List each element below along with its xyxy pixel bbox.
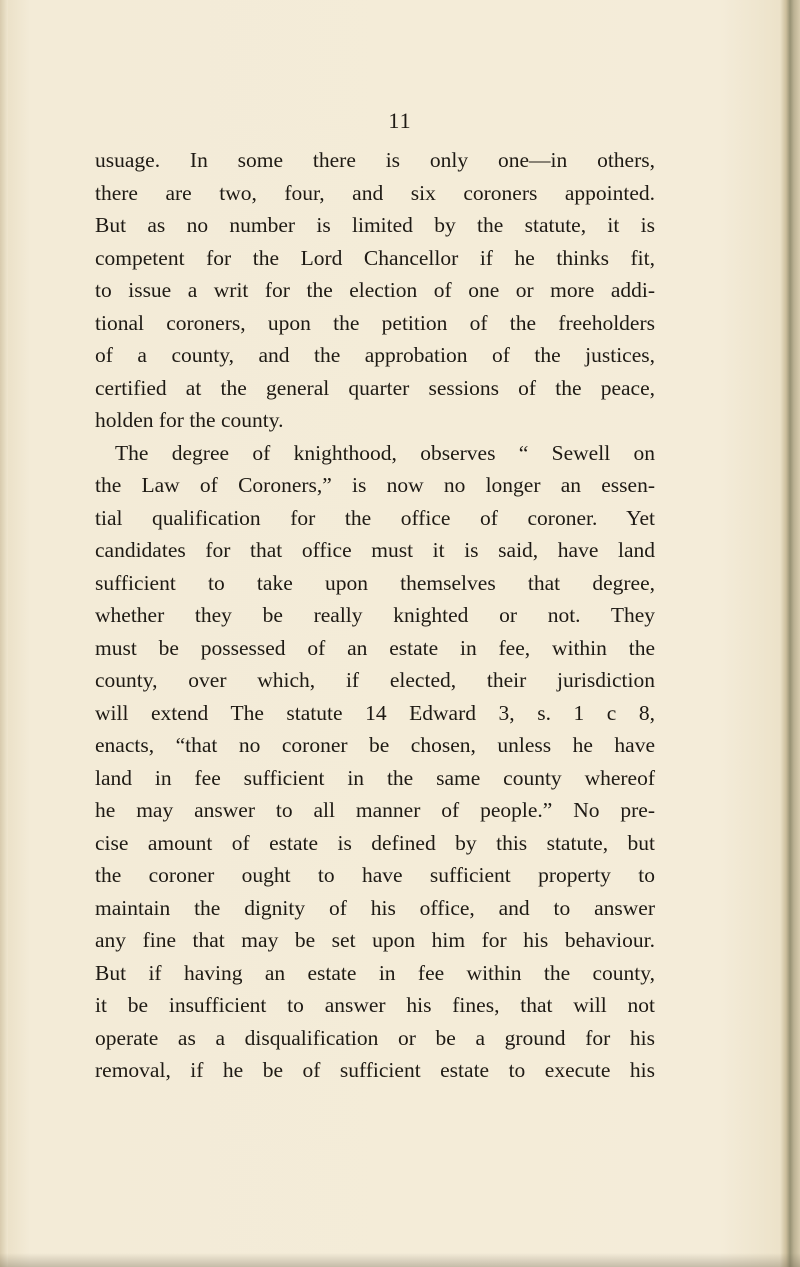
text-line: county, over which, if elected, their jurisdiction: [95, 668, 655, 692]
text-line: whether they be really knighted or not. They: [95, 603, 655, 627]
text-line: land in fee sufficient in the same county whereof: [95, 765, 655, 790]
page-bottom-shadow: [0, 1253, 800, 1267]
text-line: removal, if he be of sufficient estate to execute his: [95, 1058, 655, 1082]
text-line: operate as a disqualification or be a ground for his: [95, 1025, 655, 1050]
text-line: usuage. In some there is only one—in others,: [95, 148, 655, 172]
text-line: the Law of Coroners,” is now no longer an essen-: [95, 473, 655, 497]
text-line: cise amount of estate is defined by this statute, but: [95, 830, 655, 855]
text-line: tional coroners, upon the petition of the freeholders: [95, 310, 655, 335]
text-line: But as no number is limited by the statute, it is: [95, 213, 655, 237]
text-line: to issue a writ for the election of one or more addi-: [95, 278, 655, 302]
page-left-edge: [0, 0, 8, 1267]
text-line: sufficient to take upon themselves that degree,: [95, 570, 655, 595]
text-line: it be insufficient to answer his fines, that will not: [95, 993, 655, 1017]
text-line: must be possessed of an estate in fee, within the: [95, 635, 655, 660]
text-line: The degree of knighthood, observes “ Sewell on: [115, 440, 655, 465]
text-line: But if having an estate in fee within the county,: [95, 960, 655, 985]
text-line: any fine that may be set upon him for his behaviour.: [95, 928, 655, 952]
text-line: will extend The statute 14 Edward 3, s. 1 c 8,: [95, 700, 655, 725]
text-line: holden for the county.: [95, 408, 284, 432]
text-line: he may answer to all manner of people.” No pre-: [95, 798, 655, 822]
text-line: there are two, four, and six coroners appointed.: [95, 180, 655, 205]
text-line: candidates for that office must it is said, have land: [95, 538, 655, 562]
page-number: 11: [388, 108, 412, 133]
text-line: maintain the dignity of his office, and to answer: [95, 895, 655, 920]
text-line: tial qualification for the office of coroner. Yet: [95, 505, 655, 530]
body-text: [95, 144, 655, 1087]
text-line: of a county, and the approbation of the justices,: [95, 343, 655, 367]
text-line: certified at the general quarter sessions of the peace,: [95, 375, 655, 400]
text-line: competent for the Lord Chancellor if he thinks fit,: [95, 245, 655, 270]
text-line: enacts, “that no coroner be chosen, unless he have: [95, 733, 655, 757]
page-binding-edge: [780, 0, 800, 1267]
text-line: the coroner ought to have sufficient property to: [95, 863, 655, 887]
